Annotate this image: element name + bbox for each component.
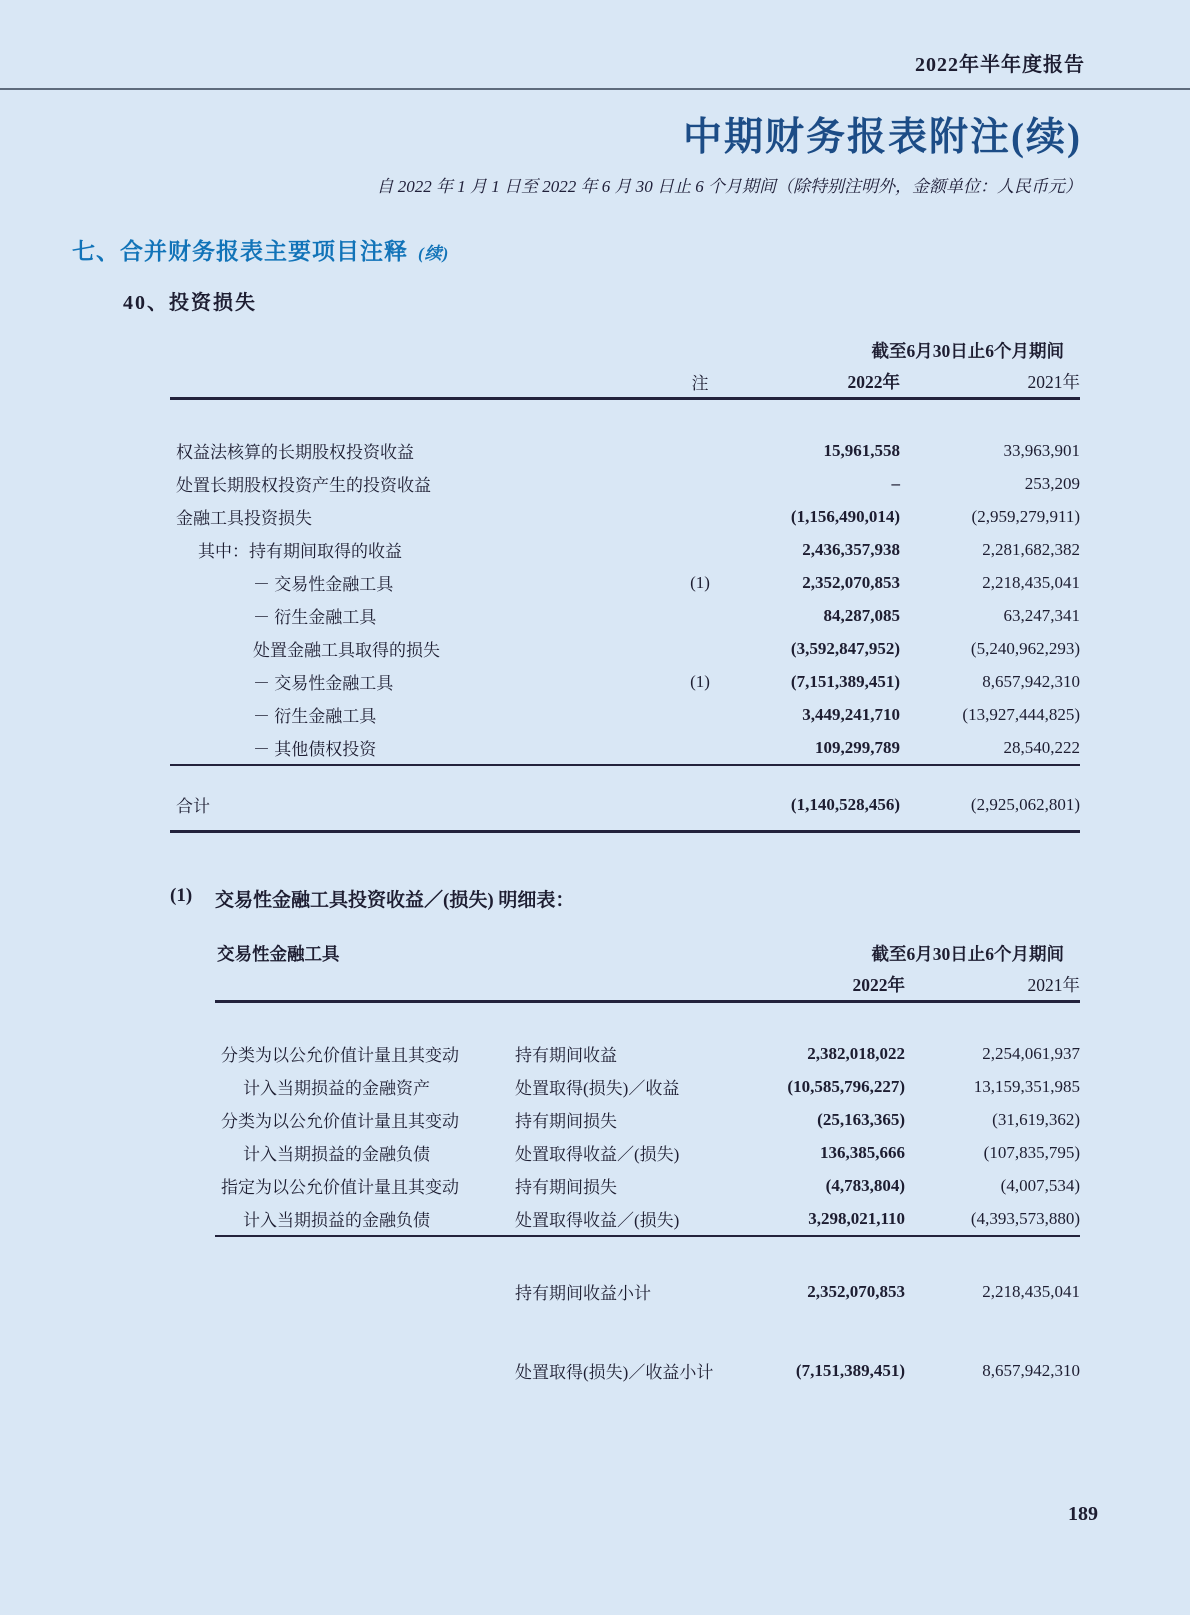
row-value-2022: 3,449,241,710 xyxy=(802,704,900,724)
table1-col-2021: 2021年 xyxy=(1027,372,1080,392)
table2-body xyxy=(215,1003,1080,1237)
subtotal-value-2021: 8,657,942,310 xyxy=(982,1360,1080,1380)
page-subtitle: 自 2022 年 1 月 1 日至 2022 年 6 月 30 日止 6 个月期间（除特别注明外，金额单位：人民币元） xyxy=(376,177,1082,196)
table2-col-2021: 2021年 xyxy=(1027,975,1080,995)
row-value-2022: 109,299,789 xyxy=(815,737,900,757)
table1-period-header-row xyxy=(170,335,1080,366)
row-label: 权益法核算的长期股权投资收益 xyxy=(176,443,414,462)
row-value-2021: 33,963,901 xyxy=(1003,440,1080,460)
table1-period-header: 截至6月30日止6个月期间 xyxy=(871,341,1064,361)
table2-subtotal-holding-row xyxy=(215,1275,1080,1308)
row-label: － 交易性金融工具 xyxy=(253,575,394,594)
table1-body xyxy=(170,400,1080,766)
table-row xyxy=(170,467,1080,500)
row-value-2021: 253,209 xyxy=(1024,473,1080,493)
table-row xyxy=(170,566,1080,599)
table-row xyxy=(170,434,1080,467)
table-row xyxy=(170,533,1080,566)
note1-title: 交易性金融工具投资收益／(损失) 明细表： xyxy=(215,890,575,911)
row-value-2022: (25,163,365) xyxy=(817,1109,905,1129)
row-value-2021: (4,007,534) xyxy=(1000,1175,1080,1195)
row-label: 金融工具投资损失 xyxy=(176,509,312,528)
row-value-2021: 2,281,682,382 xyxy=(982,539,1080,559)
table-row xyxy=(170,632,1080,665)
table-row xyxy=(170,698,1080,731)
row-value-2022: 2,352,070,853 xyxy=(802,572,900,592)
row-label: － 衍生金融工具 xyxy=(253,707,377,726)
table-row xyxy=(170,599,1080,632)
row-value-2021: (13,927,444,825) xyxy=(962,704,1080,724)
row-value-2022: (1,156,490,014) xyxy=(790,506,900,526)
row-description: 处置取得(损失)／收益 xyxy=(515,1079,680,1098)
investment-loss-table xyxy=(170,335,1080,833)
row-label: 处置长期股权投资产生的投资收益 xyxy=(176,476,431,495)
section-heading xyxy=(72,233,1190,266)
table2-period-header-row xyxy=(215,938,1080,969)
row-value-2021: 8,657,942,310 xyxy=(982,671,1080,691)
row-label: 指定为以公允价值计量且其变动 xyxy=(221,1178,459,1197)
row-value-2021: 2,218,435,041 xyxy=(982,572,1080,592)
row-label: 计入当期损益的金融资产 xyxy=(243,1079,430,1098)
subtotal-value-2022: (7,151,389,451) xyxy=(795,1360,905,1380)
table-row xyxy=(215,1169,1080,1202)
row-description: 持有期间收益 xyxy=(515,1046,617,1065)
row-value-2021: (5,240,962,293) xyxy=(970,638,1080,658)
row-note: (1) xyxy=(690,671,710,691)
row-value-2022: 3,298,021,110 xyxy=(808,1208,905,1228)
subtotal-value-2021: 2,218,435,041 xyxy=(982,1281,1080,1301)
table-row xyxy=(215,1037,1080,1070)
row-description: 持有期间损失 xyxy=(515,1178,617,1197)
row-value-2022: (10,585,796,227) xyxy=(787,1076,905,1096)
table2-col-2022: 2022年 xyxy=(852,975,905,995)
total-value-2022: (1,140,528,456) xyxy=(790,794,900,814)
table1-total-row xyxy=(170,766,1080,833)
row-value-2022: 2,436,357,938 xyxy=(802,539,900,559)
row-value-2022: (4,783,804) xyxy=(825,1175,905,1195)
row-value-2022: (7,151,389,451) xyxy=(790,671,900,691)
row-note: (1) xyxy=(690,572,710,592)
row-label: － 其他债权投资 xyxy=(253,740,377,759)
note1-number: (1) xyxy=(170,885,193,906)
row-label: 其中：持有期间取得的收益 xyxy=(198,542,402,561)
row-value-2021: (4,393,573,880) xyxy=(970,1208,1080,1228)
page-title: 中期财务报表附注(续) xyxy=(683,116,1082,159)
row-description: 持有期间损失 xyxy=(515,1112,617,1131)
row-value-2022: 136,385,666 xyxy=(820,1142,905,1162)
row-label: 处置金融工具取得的损失 xyxy=(253,641,440,660)
row-value-2021: 28,540,222 xyxy=(1003,737,1080,757)
row-value-2022: – xyxy=(891,473,900,493)
table-row xyxy=(170,665,1080,698)
table2-column-header-row xyxy=(215,969,1080,1003)
row-value-2021: (2,959,279,911) xyxy=(971,506,1080,526)
table-row xyxy=(215,1136,1080,1169)
row-description: 处置取得收益／(损失) xyxy=(515,1145,680,1164)
row-label: 计入当期损益的金融负债 xyxy=(243,1145,430,1164)
table2-left-header: 交易性金融工具 xyxy=(217,944,340,964)
row-value-2021: 63,247,341 xyxy=(1003,605,1080,625)
table2-subtotal-disposal-row xyxy=(215,1354,1080,1387)
row-value-2021: 13,159,351,985 xyxy=(973,1076,1080,1096)
row-label: 分类为以公允价值计量且其变动 xyxy=(221,1046,459,1065)
row-label: 计入当期损益的金融负债 xyxy=(243,1211,430,1230)
subsection-heading: 40、投资损失 xyxy=(123,292,257,314)
table1-note-header: 注 xyxy=(691,374,709,393)
table-row xyxy=(215,1070,1080,1103)
table1-column-header-row xyxy=(170,366,1080,400)
row-label: 分类为以公允价值计量且其变动 xyxy=(221,1112,459,1131)
table-row xyxy=(170,500,1080,533)
section-heading-continued: (续) xyxy=(418,244,450,263)
table-row xyxy=(170,731,1080,764)
total-value-2021: (2,925,062,801) xyxy=(970,794,1080,814)
subtotal-value-2022: 2,352,070,853 xyxy=(807,1281,905,1301)
subtotal-label: 处置取得(损失)／收益小计 xyxy=(515,1363,714,1382)
header-rule xyxy=(0,88,1190,90)
row-value-2022: 2,382,018,022 xyxy=(807,1043,905,1063)
row-value-2021: (31,619,362) xyxy=(992,1109,1080,1129)
row-description: 处置取得收益／(损失) xyxy=(515,1211,680,1230)
note1-heading xyxy=(170,885,1190,912)
table-row xyxy=(215,1103,1080,1136)
row-label: － 衍生金融工具 xyxy=(253,608,377,627)
report-title-header: 2022年半年度报告 xyxy=(915,54,1085,76)
subtotal-label: 持有期间收益小计 xyxy=(515,1284,651,1303)
page-number: 189 xyxy=(1068,1503,1098,1525)
row-label: － 交易性金融工具 xyxy=(253,674,394,693)
table2-period-header: 截至6月30日止6个月期间 xyxy=(871,944,1064,964)
total-label: 合计 xyxy=(176,797,210,816)
row-value-2021: (107,835,795) xyxy=(983,1142,1080,1162)
table-row xyxy=(215,1202,1080,1235)
row-value-2022: 84,287,085 xyxy=(823,605,900,625)
trading-instruments-table xyxy=(215,938,1080,1387)
row-value-2022: 15,961,558 xyxy=(823,440,900,460)
table1-col-2022: 2022年 xyxy=(847,372,900,392)
row-value-2021: 2,254,061,937 xyxy=(982,1043,1080,1063)
section-heading-text: 七、合并财务报表主要项目注释 xyxy=(72,239,408,264)
row-value-2022: (3,592,847,952) xyxy=(790,638,900,658)
